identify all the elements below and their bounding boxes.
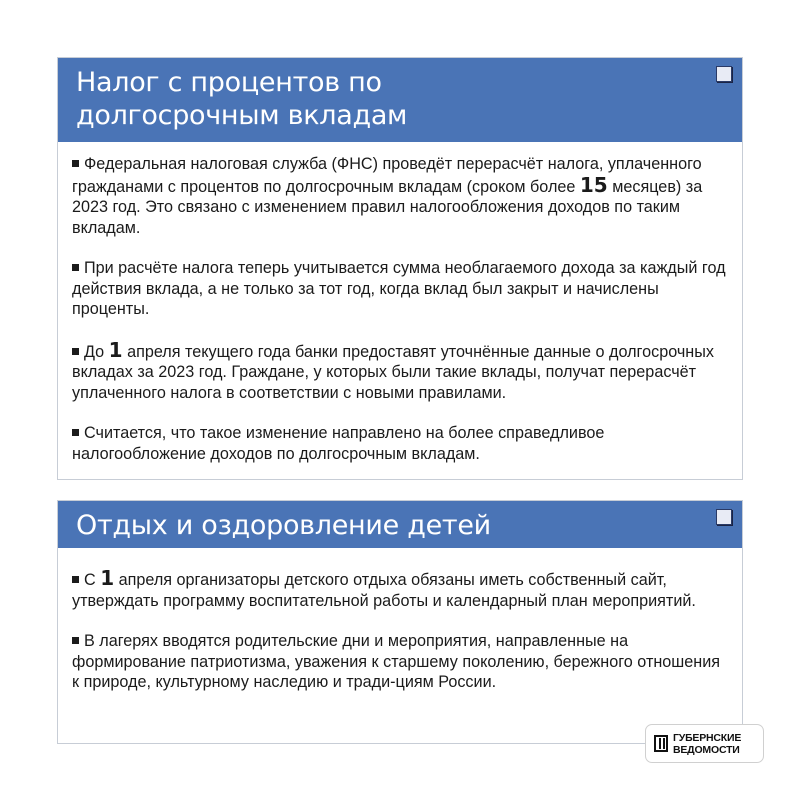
children-rest-body [58,548,742,693]
tax-paragraph-2-text: При расчёте налога теперь учитывается сумма необлагаемого дохода за каждый год действия вклада, а не только за тот год, когда вклад был закрыт и начислены проценты. [72,259,726,318]
logo-line-2: ВЕДОМОСТИ [673,743,740,756]
tax-interest-body [58,142,742,464]
logo-text [673,732,741,756]
tax-paragraph-2 [72,258,728,320]
children-paragraph-1-text-b: апреля организаторы детского отдыха обязаны иметь собственный сайт, утверждать программу воспитательной работы и календарный план мероприятий. [72,571,696,610]
bullet-icon [72,348,79,355]
tax-paragraph-3-text-b: апреля текущего года банки предоставят уточнённые данные о долгосрочных вкладах за 2023 год. Граждане, у которых были такие вклады, получат перерасчёт уплаченного налога в соответствии с новыми правилами. [72,342,714,402]
children-rest-card [57,500,743,744]
corner-square-icon [716,509,732,525]
tax-paragraph-1-text-b: месяцев) за 2023 год. Это связано с изменением правил налогообложения доходов по таким вкладам. [72,177,703,237]
tax-paragraph-3-number: 1 [108,337,123,362]
tax-paragraph-3 [72,337,728,404]
children-paragraph-1-number: 1 [100,566,115,590]
corner-square-icon [716,66,732,82]
tax-paragraph-4 [72,423,728,464]
bullet-icon [72,637,79,644]
logo-mark-icon [654,735,668,752]
bullet-icon [72,160,79,167]
children-rest-header [58,501,742,548]
tax-paragraph-1-text-a: Федеральная налоговая служба (ФНС) проведёт перерасчёт налога, уплаченного гражданами с процентов по долгосрочным вкладам (сроком более [72,155,702,196]
children-rest-title: Отдых и оздоровление детей [76,510,491,541]
gubernskie-vedomosti-logo [645,724,764,763]
children-paragraph-1 [72,568,728,611]
children-paragraph-2-text: В лагерях вводятся родительские дни и мероприятия, направленные на формирование патриотизма, уважения к старшему поколению, бережного отношения к природе, культурному наследию и тради-циям России. [72,632,721,691]
tax-interest-header [58,58,742,142]
tax-interest-title: Налог с процентов по долгосрочным вкладам [76,67,408,131]
bullet-icon [72,576,79,583]
bullet-icon [72,429,79,436]
tax-interest-card [57,57,743,480]
logo-line-1: ГУБЕРНСКИЕ [673,731,742,744]
bullet-icon [72,264,79,271]
tax-paragraph-1 [72,154,728,238]
children-paragraph-2 [72,631,728,693]
children-paragraph-1-text-a: С [84,571,101,589]
tax-paragraph-1-number: 15 [579,172,608,197]
tax-paragraph-4-text: Считается, что такое изменение направлено на более справедливое налогообложение доходов по долгосрочным вкладам. [72,424,605,463]
tax-paragraph-3-text-a: До [84,342,109,361]
